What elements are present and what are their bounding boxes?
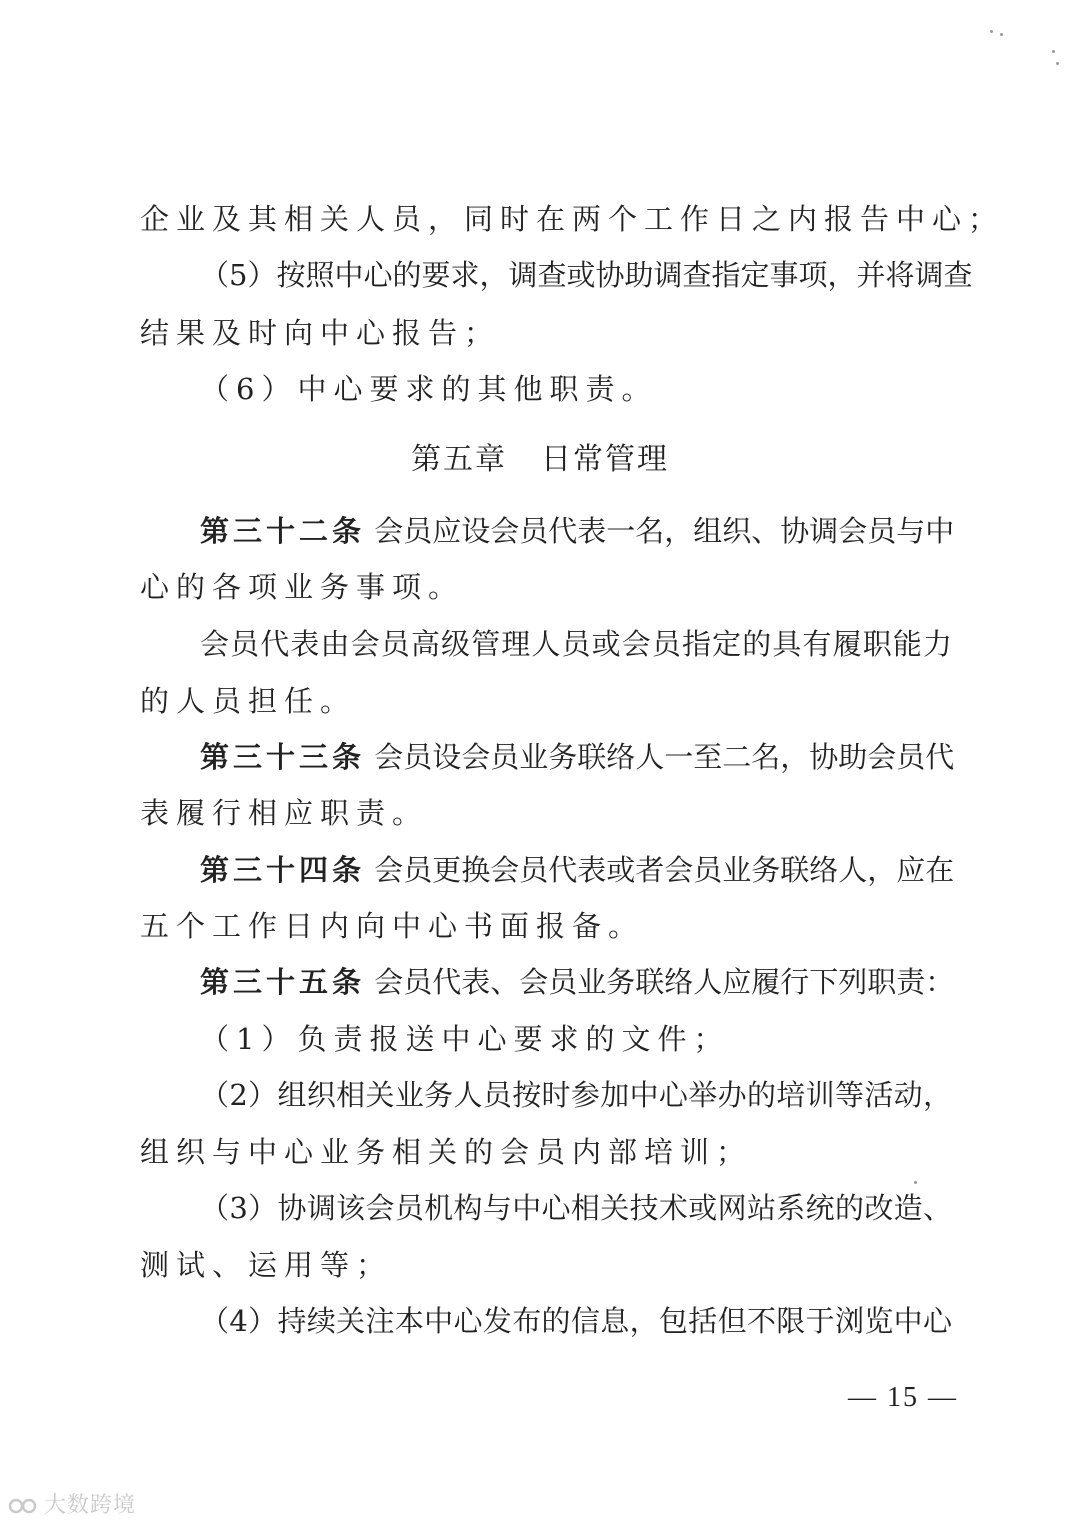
item-2-line-1: （2）组织相关业务人员按时参加中心举办的培训等活动，: [200, 1078, 952, 1112]
page-number: — 15 —: [848, 1382, 958, 1413]
watermark: [8, 1488, 136, 1519]
article-33-line-1: [200, 737, 955, 777]
text-line-3: 结果及时向中心报告；: [140, 316, 501, 350]
item-3-line-1: （3）协调该会员机构与中心相关技术或网站系统的改造、: [200, 1191, 952, 1225]
item-4-line-1: （4）持续关注本中心发布的信息，包括但不限于浏览中心: [200, 1304, 952, 1338]
article-34-title: 第三十四条: [200, 853, 366, 887]
scan-speck: [914, 1181, 917, 1184]
item-2-line-2: 组织与中心业务相关的会员内部培训；: [140, 1135, 753, 1169]
article-32-line-1: [200, 511, 955, 551]
article-35-line-1: [200, 962, 955, 1002]
paragraph-rep-line-1: 会员代表由会员高级管理人员或会员指定的具有履职能力: [200, 627, 952, 661]
item-3-line-2: 测试、运用等；: [140, 1248, 393, 1282]
article-33-line-2: 表履行相应职责。: [140, 796, 429, 830]
item-1: （1）负责报送中心要求的文件；: [200, 1022, 730, 1056]
watermark-logo-icon: [8, 1494, 38, 1518]
article-32-line-2: 心的各项业务事项。: [140, 570, 465, 604]
chapter-heading: [0, 440, 1080, 480]
article-35-title: 第三十五条: [200, 965, 366, 999]
scan-speck: [990, 30, 993, 33]
article-33-text: 会员设会员业务联络人一至二名，协助会员代: [374, 740, 955, 774]
watermark-text: 大数跨境: [44, 1493, 137, 1518]
article-35-text: 会员代表、会员业务联络人应履行下列职责：: [374, 965, 955, 999]
scan-speck: [1056, 62, 1059, 65]
article-33-title: 第三十三条: [200, 740, 366, 774]
scan-speck: [1000, 33, 1003, 36]
paragraph-rep-line-2: 的人员担任。: [140, 684, 357, 718]
article-34-line-2: 五个工作日内向中心书面报备。: [140, 909, 645, 943]
article-34-line-1: [200, 850, 955, 890]
scan-speck: [1052, 50, 1055, 53]
text-line-2: （5）按照中心的要求，调查或协助调查指定事项，并将调查: [200, 258, 973, 292]
chapter-number: 第五章: [411, 442, 507, 477]
article-32-title: 第三十二条: [200, 514, 366, 548]
text-line-1: 企业及其相关人员，同时在两个工作日之内报告中心；: [140, 202, 1005, 236]
article-34-text: 会员更换会员代表或者会员业务联络人，应在: [374, 853, 955, 887]
chapter-title: 日常管理: [541, 442, 669, 477]
text-line-4: （6）中心要求的其他职责。: [200, 372, 658, 406]
article-32-text: 会员应设会员代表一名，组织、协调会员与中: [374, 514, 955, 548]
